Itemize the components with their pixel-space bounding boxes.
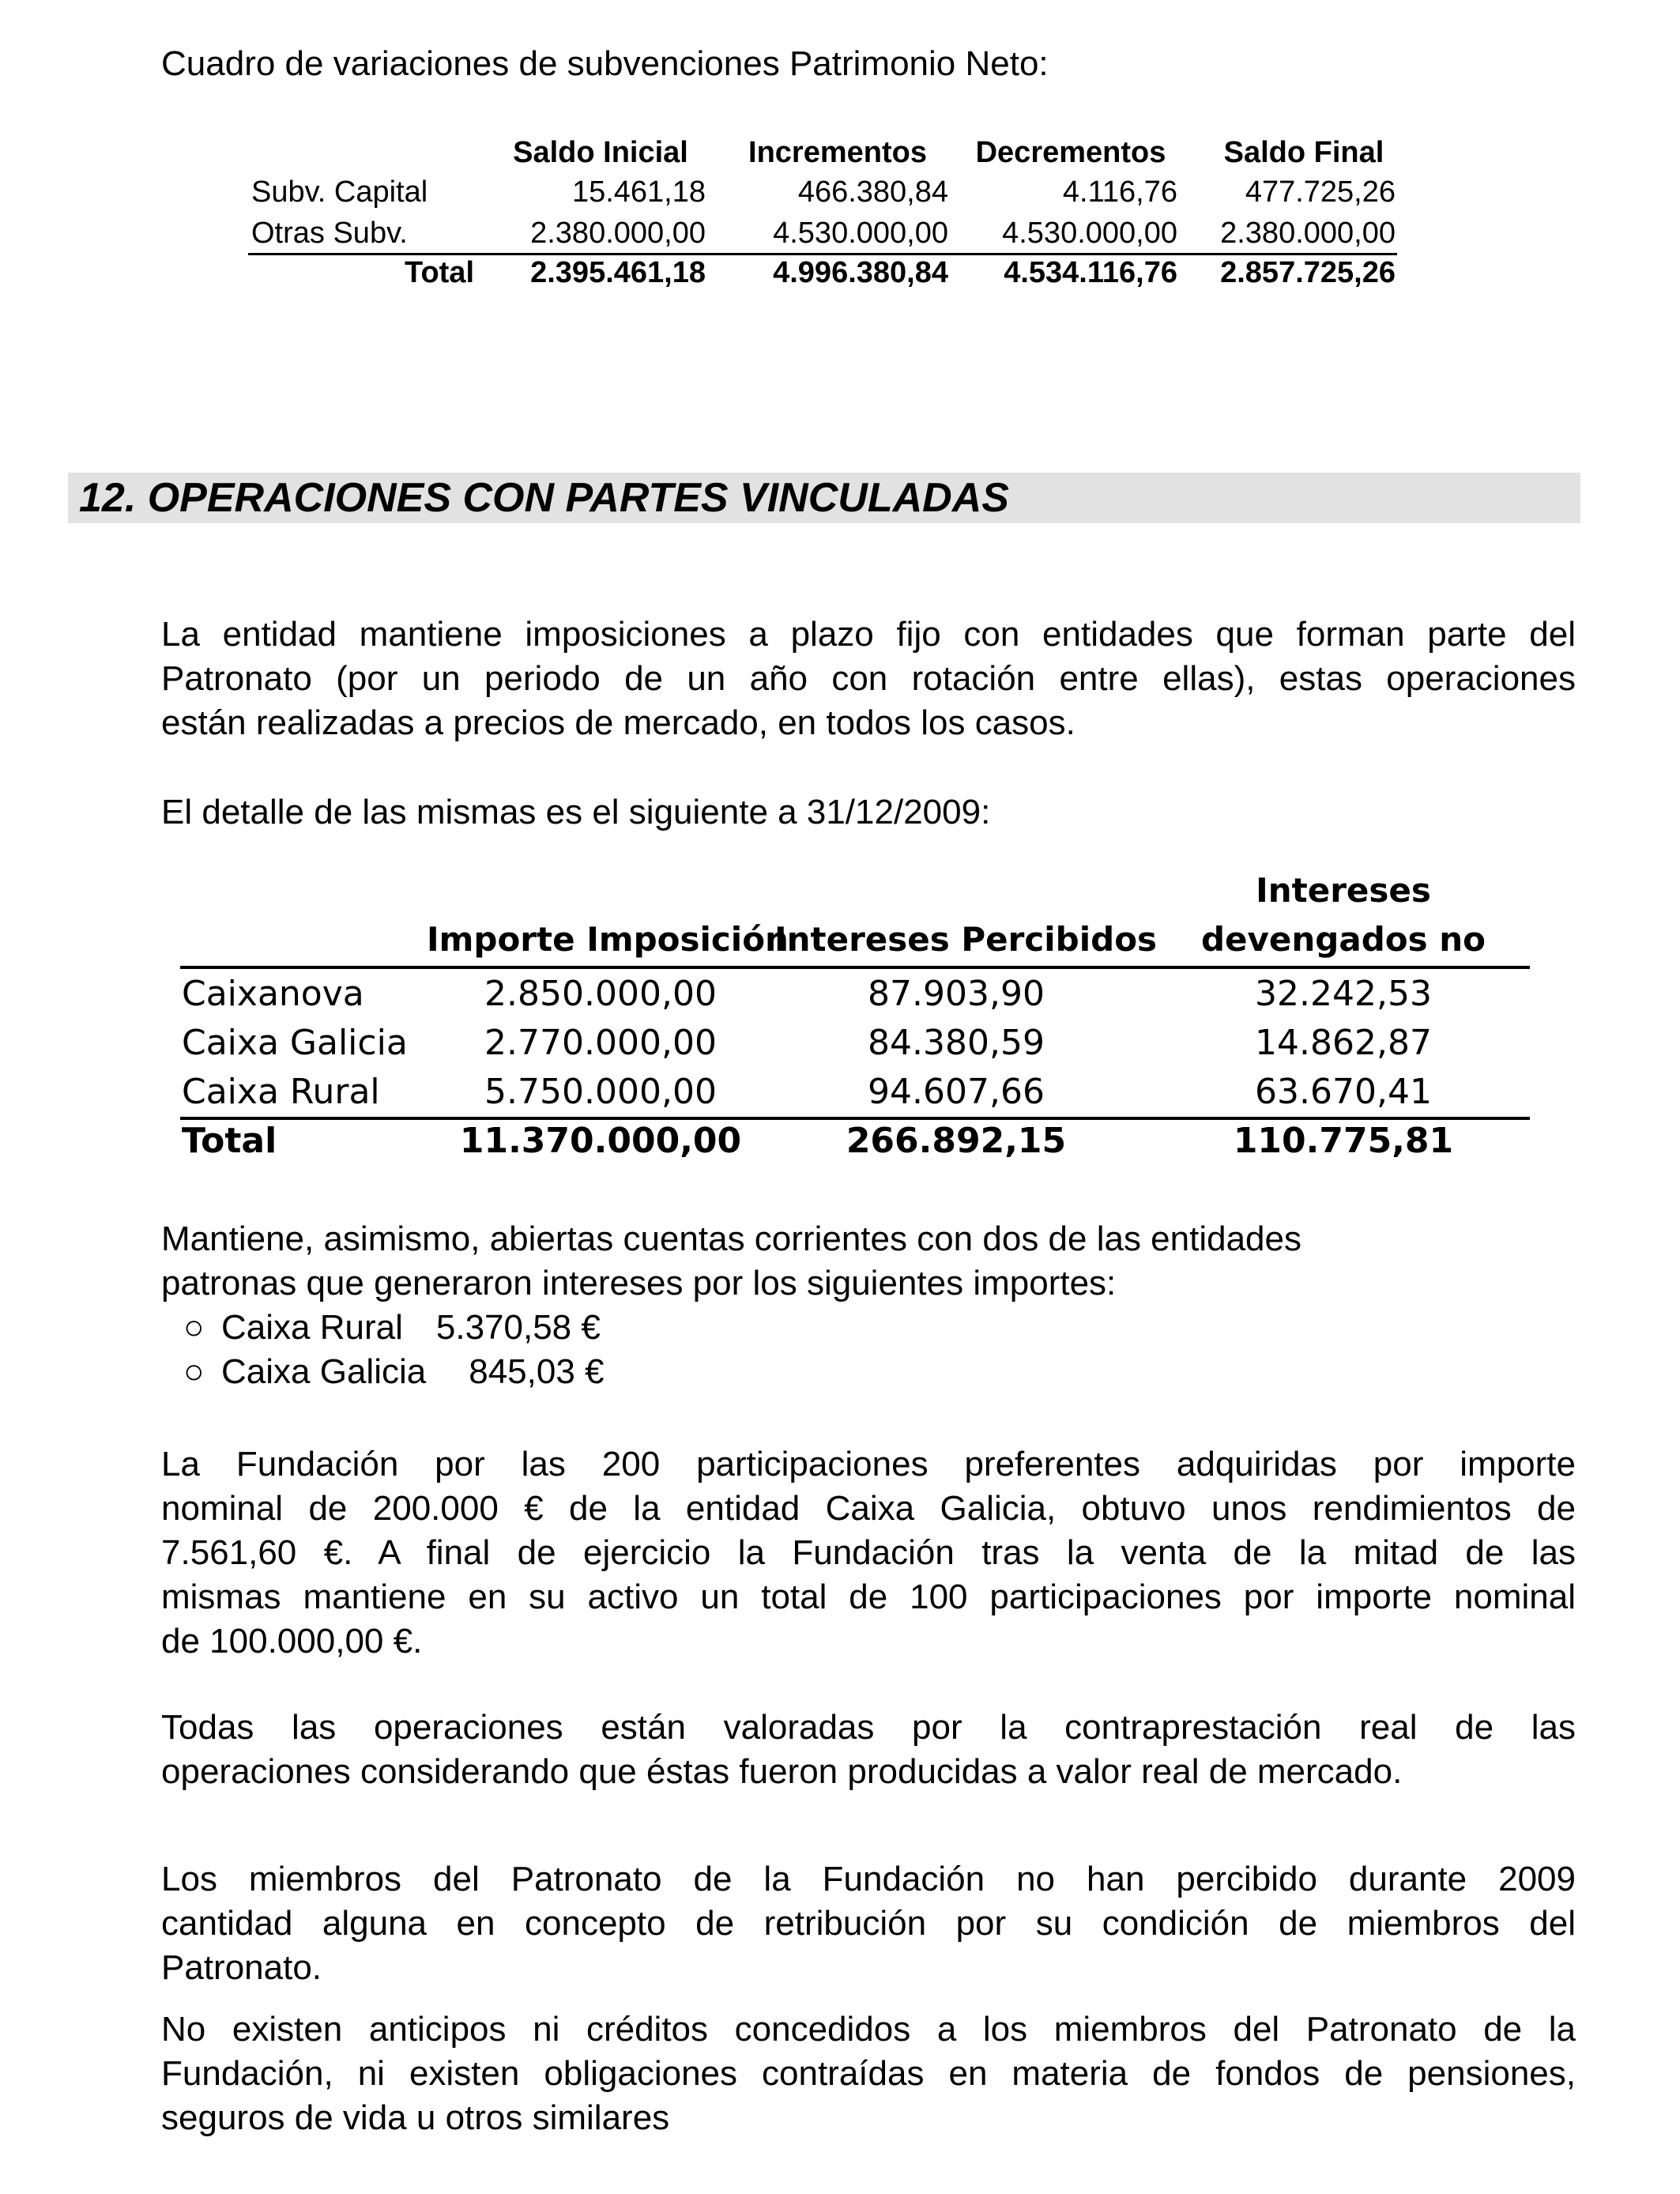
row-label: Caixa Galicia	[182, 1023, 408, 1063]
section-title: 12. OPERACIONES CON PARTES VINCULADAS	[79, 475, 1009, 521]
column-header: Decrementos	[975, 136, 1166, 169]
row-label: Otras Subv.	[251, 217, 408, 250]
table-cell: 4.530.000,00	[773, 217, 948, 250]
table-cell: 63.670,41	[1255, 1072, 1432, 1112]
valuation-paragraph	[161, 1706, 1576, 1794]
paragraph-line: cantidad alguna en concepto de retribución por su condición de miembros del	[161, 1904, 1576, 1943]
column-header: Intereses	[1256, 871, 1431, 910]
table-caption: Cuadro de variaciones de subvenciones Patrimonio Neto:	[161, 44, 1049, 83]
total-cell: 2.857.725,26	[1220, 256, 1396, 289]
foundation-paragraph	[161, 1442, 1576, 1664]
total-cell: 266.892,15	[846, 1121, 1067, 1161]
accounts-paragraph	[161, 1217, 1576, 1306]
paragraph-line: nominal de 200.000 € de la entidad Caixa Galicia, obtuvo unos rendimientos de	[161, 1489, 1576, 1528]
amount: 5.370,58 €	[435, 1308, 601, 1347]
paragraph-line: El detalle de las mismas es el siguiente a 31/12/2009:	[161, 793, 991, 831]
row-label: Caixa Rural	[182, 1072, 380, 1112]
total-cell: 11.370.000,00	[459, 1121, 742, 1161]
table-cell: 2.850.000,00	[484, 974, 717, 1014]
table-cell: 2.380.000,00	[530, 217, 706, 250]
total-cell: 4.534.116,76	[1004, 256, 1177, 289]
table-cell: 4.116,76	[1062, 175, 1177, 209]
table-cell: 466.380,84	[797, 175, 948, 209]
total-cell: 110.775,81	[1233, 1121, 1454, 1161]
total-label: Total	[182, 1121, 277, 1161]
members-paragraph	[161, 1857, 1576, 1990]
total-cell: 2.395.461,18	[530, 256, 706, 289]
paragraph-line: La entidad mantiene imposiciones a plazo fijo con entidades que forman parte del	[161, 615, 1576, 654]
column-header: Incrementos	[748, 136, 927, 169]
table-cell: 32.242,53	[1255, 974, 1432, 1014]
paragraph-line: operaciones considerando que éstas fueron producidas a valor real de mercado.	[161, 1752, 1403, 1791]
circle-bullet-icon: ○	[183, 1352, 205, 1391]
circle-bullet-icon: ○	[183, 1308, 205, 1347]
paragraph-line: No existen anticipos ni créditos concedidos a los miembros del Patronato de la	[161, 2010, 1576, 2049]
table-cell: 5.750.000,00	[484, 1072, 717, 1112]
table-cell: 477.725,26	[1245, 175, 1396, 209]
paragraph-line: seguros de vida u otros similares	[161, 2098, 670, 2137]
total-cell: 4.996.380,84	[773, 256, 948, 289]
paragraph-line: de 100.000,00 €.	[161, 1622, 423, 1661]
table-cell: 2.770.000,00	[484, 1023, 717, 1063]
table-divider	[180, 966, 1530, 969]
table-divider	[180, 1117, 1530, 1120]
advances-paragraph	[161, 2007, 1576, 2140]
paragraph-line: patronas que generaron intereses por los siguientes importes:	[161, 1264, 1117, 1302]
paragraph-line: La Fundación por las 200 participaciones preferentes adquiridas por importe	[161, 1445, 1576, 1483]
table-cell: 84.380,59	[868, 1023, 1045, 1063]
amount: 845,03 €	[469, 1352, 605, 1391]
paragraph-line: Patronato.	[161, 1948, 322, 1987]
column-header: Importe Imposición	[427, 920, 789, 959]
total-label: Total	[405, 256, 474, 289]
table-cell: 4.530.000,00	[1002, 217, 1177, 250]
column-header: Intereses Percibidos	[774, 920, 1158, 959]
table-cell: 94.607,66	[868, 1072, 1045, 1112]
list-item	[183, 1350, 1598, 1394]
interest-list	[183, 1306, 1598, 1394]
bank-name: Caixa Rural	[221, 1308, 403, 1347]
paragraph-line: Todas las operaciones están valoradas por la contraprestación real de las	[161, 1708, 1576, 1747]
table-cell: 2.380.000,00	[1220, 217, 1396, 250]
table-cell: 15.461,18	[571, 175, 706, 209]
paragraph-line: mismas mantiene en su activo un total de 100 participaciones por importe nominal	[161, 1578, 1576, 1616]
column-header: Saldo Inicial	[513, 136, 688, 169]
bank-name: Caixa Galicia	[221, 1352, 427, 1391]
paragraph-line: están realizadas a precios de mercado, en todos los casos.	[161, 703, 1075, 742]
list-item	[183, 1306, 1598, 1350]
paragraph-line: 7.561,60 €. A final de ejercicio la Fundación tras la venta de la mitad de las	[161, 1533, 1576, 1572]
paragraph-line: Los miembros del Patronato de la Fundación no han percibido durante 2009	[161, 1860, 1576, 1898]
paragraph-line: Patronato (por un periodo de un año con rotación entre ellas), estas operaciones	[161, 659, 1576, 698]
paragraph-line: Fundación, ni existen obligaciones contraídas en materia de fondos de pensiones,	[161, 2054, 1576, 2093]
row-label: Caixanova	[182, 974, 364, 1014]
column-header: Saldo Final	[1223, 136, 1384, 169]
table-cell: 87.903,90	[868, 974, 1045, 1014]
column-header: devengados no	[1200, 920, 1486, 959]
paragraph-line: Mantiene, asimismo, abiertas cuentas corrientes con dos de las entidades	[161, 1220, 1301, 1258]
table-cell: 14.862,87	[1255, 1023, 1432, 1063]
row-label: Subv. Capital	[251, 175, 428, 209]
